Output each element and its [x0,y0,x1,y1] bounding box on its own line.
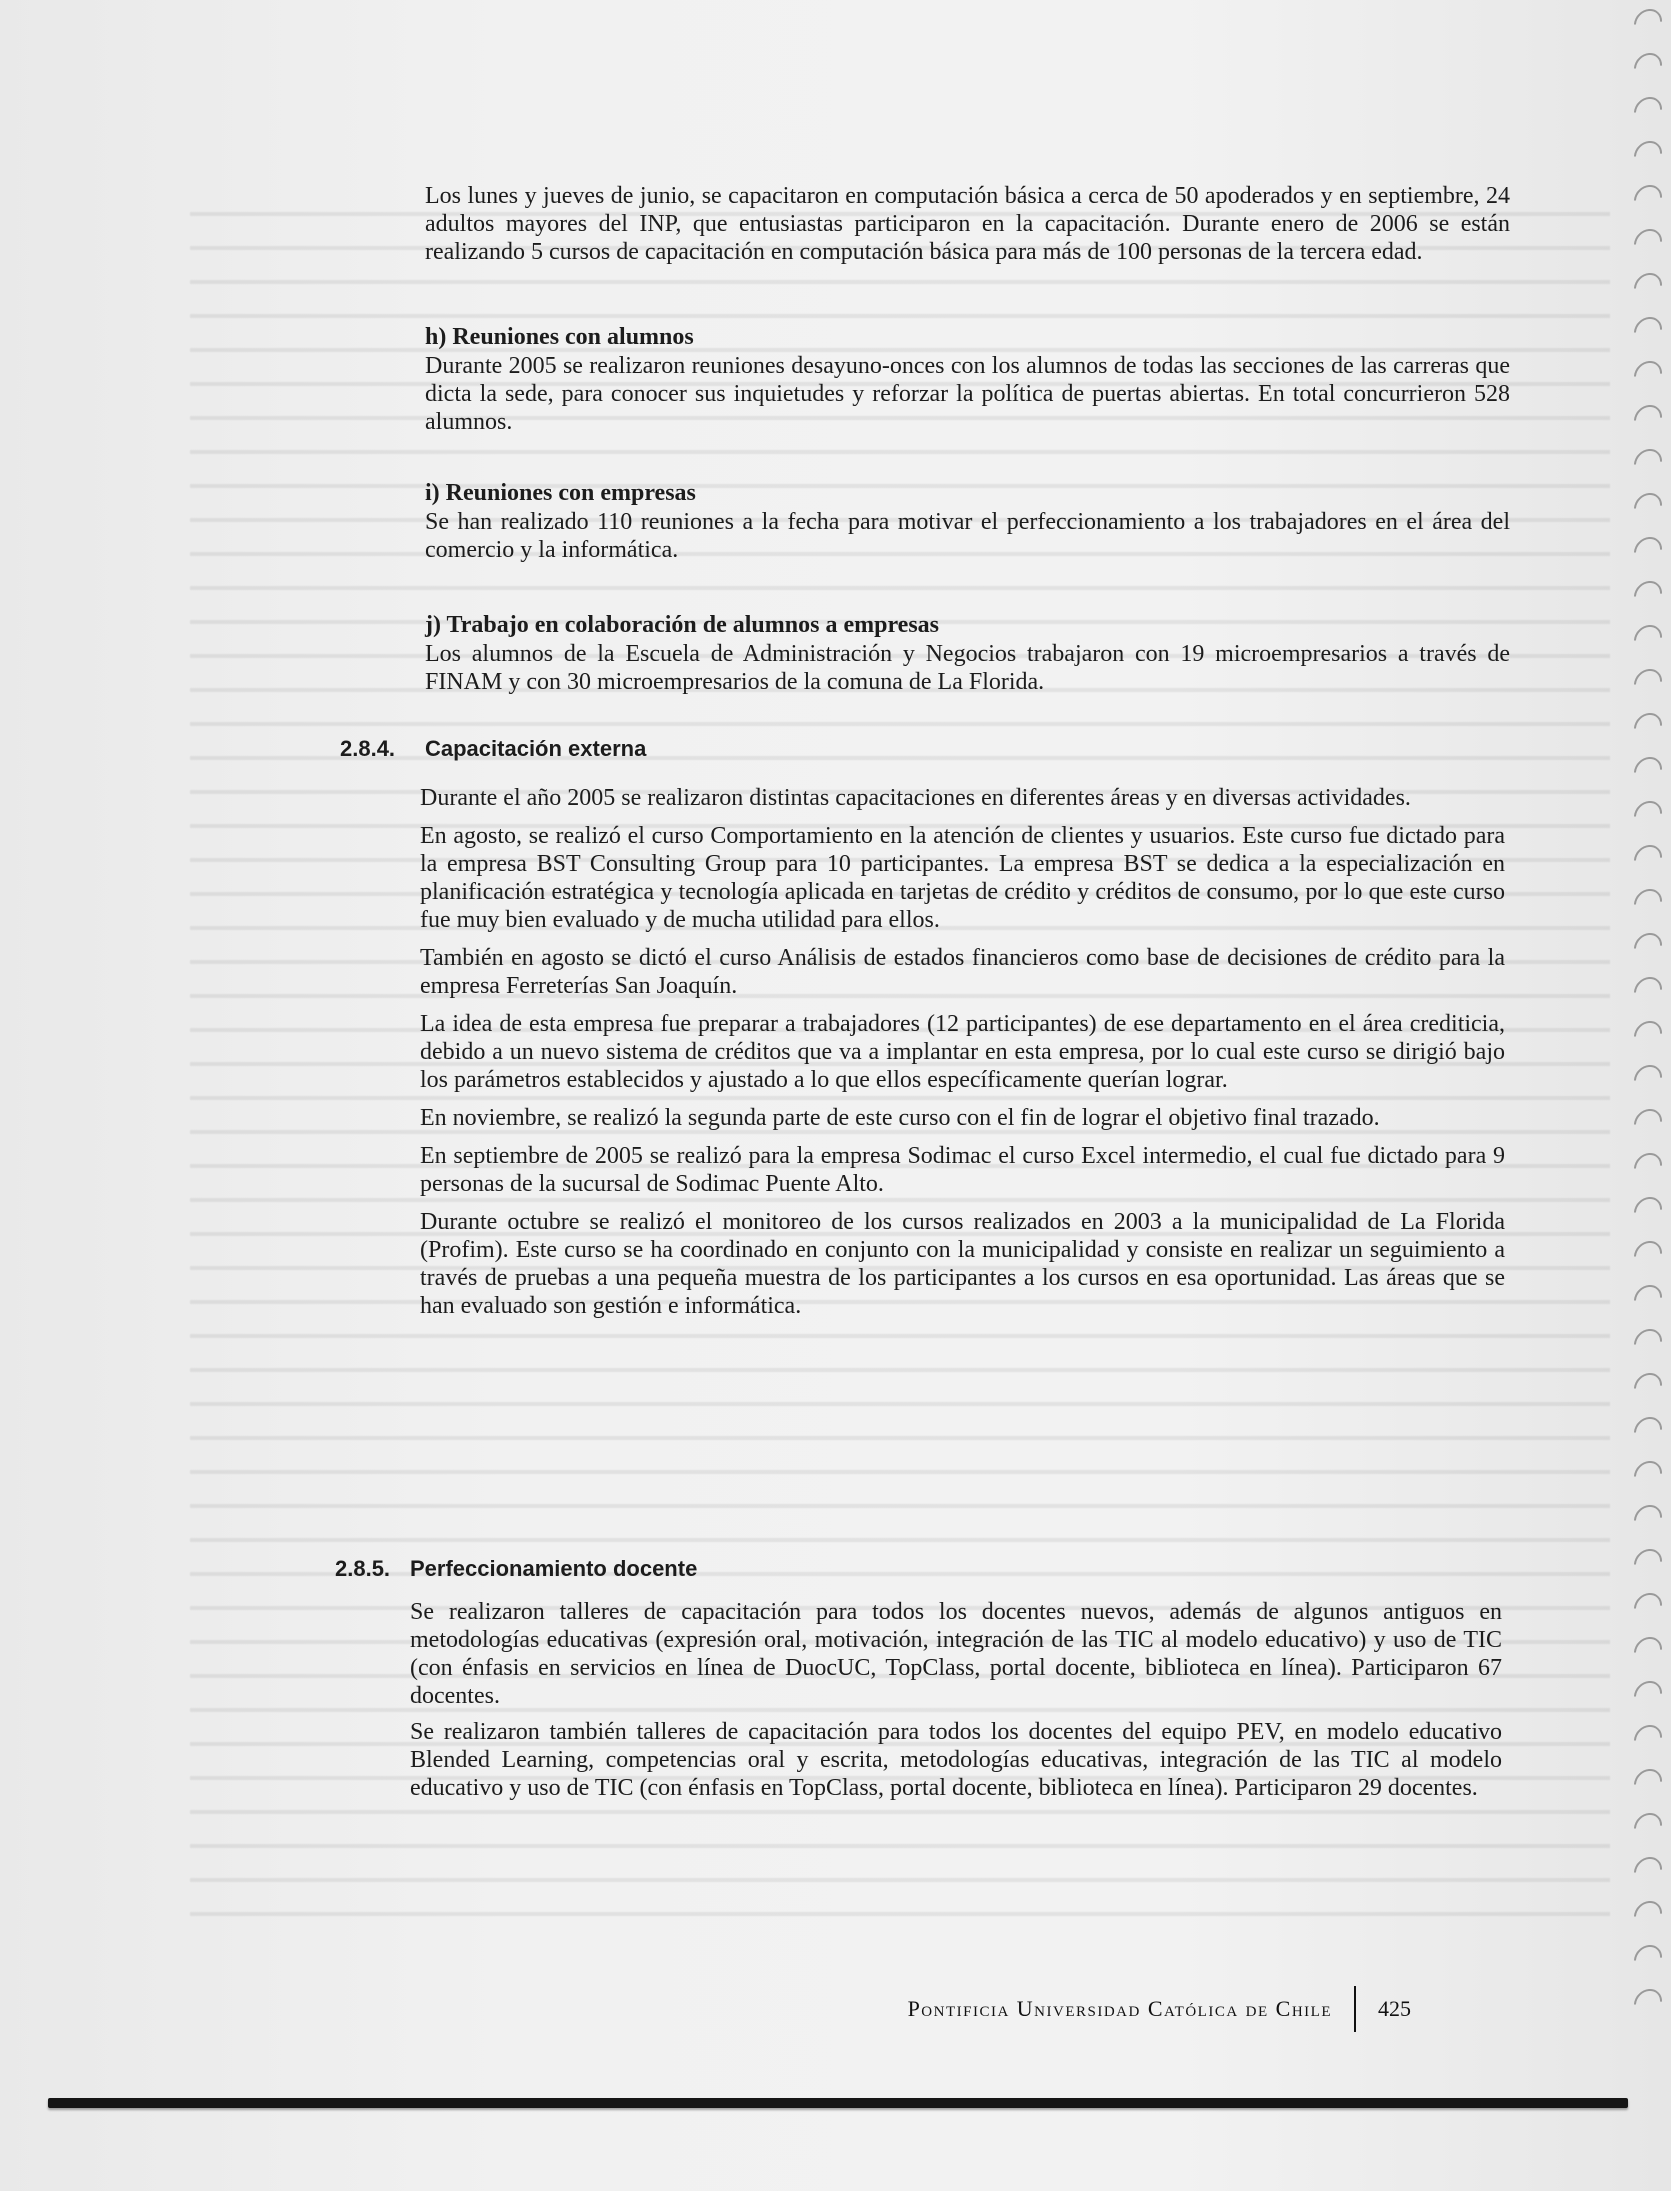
section-284-number: 2.8.4. [340,736,396,761]
binding-ring [1628,399,1668,439]
section-284-paragraph-4: La idea de esta empresa fue preparar a trabajadores (12 participantes) de ese departamento en el área crediticia, debido a un nuevo sistema de créditos que va a implantar en esta empresa, por lo cual este curso se dirigió bajo los parámetros establecidos y ajustado a lo que ellos específicamente querían lograr. [420,1011,1505,1093]
binding-ring [1628,1895,1668,1935]
binding-ring [1628,135,1668,175]
binding-ring [1628,795,1668,835]
binding-ring [1628,1983,1668,2023]
section-285-paragraph-1: Se realizaron talleres de capacitación para todos los docentes nuevos, además de algunos antiguos en metodologías educativas (expresión oral, motivación, integración de las TIC al modelo educativo) y uso de TIC (con énfasis en servicios en línea de DuocUC, TopClass, portal docente, biblioteca en línea). Participaron 67 docentes. [410,1599,1502,1709]
binding-ring [1628,91,1668,131]
binding-ring [1628,1851,1668,1891]
page-footer [908,1986,1411,2032]
page-number: 425 [1378,1996,1411,2021]
binding-ring [1628,1015,1668,1055]
subsection-h [425,322,1510,436]
binding-ring [1628,1499,1668,1539]
section-284-paragraph-3: También en agosto se dictó el curso Análisis de estados financieros como base de decisiones de crédito para la empresa Ferreterías San Joaquín. [420,945,1505,999]
binding-ring [1628,1631,1668,1671]
subsection-h-title: h) Reuniones con alumnos [425,324,694,350]
binding-ring [1628,179,1668,219]
binding-ring [1628,1367,1668,1407]
subsection-j [425,610,1510,696]
binding-ring [1628,1763,1668,1803]
binding-ring [1628,1455,1668,1495]
section-285-number: 2.8.5. [335,1556,391,1581]
binding-ring [1628,1191,1668,1231]
section-284-body [420,784,1505,1320]
section-285-body [410,1598,1502,1802]
binding-ring [1628,707,1668,747]
binding-ring [1628,1939,1668,1979]
footer-institution: Pontificia Universidad Católica de Chile [907,1996,1332,2021]
binding-ring [1628,223,1668,263]
binding-ring [1628,1411,1668,1451]
binding-ring [1628,751,1668,791]
section-285-paragraph-2: Se realizaron también talleres de capacitación para todos los docentes del equipo PEV, en modelo educativo Blended Learning, competencias oral y escrita, metodologías educativas, integración de las TIC al modelo educativo y uso de TIC (con énfasis en TopClass, portal docente, biblioteca en línea). Participaron 29 docentes. [410,1719,1502,1801]
binding-ring [1628,883,1668,923]
binding-rings [1611,0,1671,2191]
binding-ring [1628,1675,1668,1715]
subsection-j-title: j) Trabajo en colaboración de alumnos a empresas [425,612,939,638]
binding-ring [1628,1059,1668,1099]
binding-ring [1628,311,1668,351]
binding-ring [1628,1323,1668,1363]
binding-ring [1628,1587,1668,1627]
binding-ring [1628,839,1668,879]
intro-paragraph: Los lunes y jueves de junio, se capacitaron en computación básica a cerca de 50 apoderados y en septiembre, 24 adultos mayores del INP, que entusiastas participaron en la capacitación. Durante enero de 2006 se están realizando 5 cursos de capacitación en computación básica para más de 100 personas de la tercera edad. [425,183,1510,265]
binding-ring [1628,1147,1668,1187]
subsection-i-text: Se han realizado 110 reuniones a la fecha para motivar el perfeccionamiento a los trabajadores en el área del comercio y la informática. [425,509,1510,563]
binding-ring [1628,3,1668,43]
section-284-paragraph-6: En septiembre de 2005 se realizó para la empresa Sodimac el curso Excel intermedio, el cual fue dictado para 9 personas de la sucursal de Sodimac Puente Alto. [420,1143,1505,1197]
section-284-title: Capacitación externa [425,736,647,761]
bottom-rule [48,2098,1628,2108]
section-284-paragraph-1: Durante el año 2005 se realizaron distintas capacitaciones en diferentes áreas y en diversas actividades. [420,785,1411,811]
subsection-h-text: Durante 2005 se realizaron reuniones desayuno-onces con los alumnos de todas las secciones de las carreras que dicta la sede, para conocer sus inquietudes y reforzar la política de puertas abiertas. En total concurrieron 528 alumnos. [425,353,1510,435]
section-285-title: Perfeccionamiento docente [410,1556,698,1581]
binding-ring [1628,663,1668,703]
binding-ring [1628,355,1668,395]
binding-ring [1628,1235,1668,1275]
binding-ring [1628,619,1668,659]
subsection-i [425,478,1510,564]
binding-ring [1628,1719,1668,1759]
subsection-i-title: i) Reuniones con empresas [425,480,696,506]
section-284-paragraph-7: Durante octubre se realizó el monitoreo de los cursos realizados en 2003 a la municipalidad de La Florida (Profim). Este curso se ha coordinado en conjunto con la municipalidad y consiste en realizar un seguimiento a través de pruebas a una pequeña muestra de los participantes a los cursos en esa oportunidad. Las áreas que se han evaluado son gestión e informática. [420,1209,1505,1319]
intro-block [425,182,1510,266]
section-284-paragraph-2: En agosto, se realizó el curso Comportamiento en la atención de clientes y usuarios. Este curso fue dictado para la empresa BST Consulting Group para 10 participantes. La empresa BST se dedica a la especialización en planificación estratégica y tecnología aplicada en tarjetas de crédito y créditos de consumo, por lo que este curso fue muy bien evaluado y de mucha utilidad para ellos. [420,823,1505,933]
binding-ring [1628,971,1668,1011]
section-284-paragraph-5: En noviembre, se realizó la segunda parte de este curso con el fin de lograr el objetivo final trazado. [420,1105,1380,1131]
binding-ring [1628,1543,1668,1583]
binding-ring [1628,927,1668,967]
binding-ring [1628,47,1668,87]
binding-ring [1628,267,1668,307]
binding-ring [1628,575,1668,615]
binding-ring [1628,531,1668,571]
binding-ring [1628,443,1668,483]
binding-ring [1628,1279,1668,1319]
binding-ring [1628,487,1668,527]
binding-ring [1628,1807,1668,1847]
binding-ring [1628,1103,1668,1143]
subsection-j-text: Los alumnos de la Escuela de Administración y Negocios trabajaron con 19 microempresarios a través de FINAM y con 30 microempresarios de la comuna de La Florida. [425,641,1510,695]
footer-divider [1354,1986,1356,2032]
